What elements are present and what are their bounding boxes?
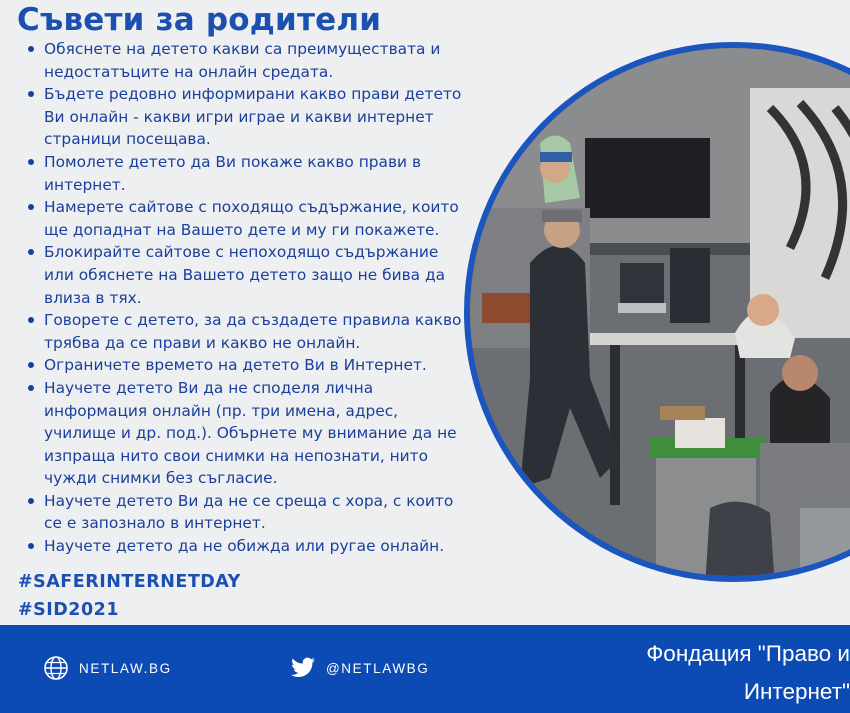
hashtag-sid2021: #SID2021 (18, 600, 120, 620)
hashtag-safer-internet-day: #SAFERINTERNETDAY (18, 572, 241, 592)
globe-icon (43, 655, 69, 681)
list-item: Научете детето Ви да не споделя лична информация онлайн (пр. три имена, адрес, училище и др. под.). Обърнете му внимание да не изпраща нито свои снимки на непознати, нито чужди снимки без съгласие. (18, 377, 463, 490)
list-item: Научете детето Ви да не се среща с хора, с които се е запознало в интернет. (18, 490, 463, 535)
website-label: NETLAW.BG (79, 660, 172, 676)
twitter-handle: @NETLAWBG (326, 660, 430, 676)
list-item: Ограничете времето на детето Ви в Интернет. (18, 354, 463, 377)
family-photo-illustration (470, 48, 850, 582)
list-item: Научете детето да не обижда или ругае онлайн. (18, 535, 463, 558)
list-item: Говорете с детето, за да създадете правила какво трябва да се прави и какво не онлайн. (18, 309, 463, 354)
organization-line-2: Интернет" (743, 679, 850, 704)
list-item: Блокирайте сайтове с непоходящо съдържание или обяснете на Вашето детето защо не бива да влиза в тях. (18, 241, 463, 309)
organization-line-1: Фондация "Право и (646, 641, 850, 666)
organization-name (560, 635, 850, 711)
twitter-icon (290, 655, 316, 681)
list-item: Обяснете на детето какви са преимуществата и недостатъците на онлайн средата. (18, 38, 463, 83)
twitter-link[interactable] (290, 655, 429, 681)
list-item: Бъдете редовно информирани какво прави детето Ви онлайн - какви игри играе и какви интернет страници посещава. (18, 83, 463, 151)
tips-list (18, 38, 463, 558)
list-item: Помолете детето да Ви покаже какво прави в интернет. (18, 151, 463, 196)
family-photo (464, 42, 850, 582)
footer-bar (0, 625, 850, 713)
list-item: Намерете сайтове с походящо съдържание, които ще допаднат на Вашето дете и му ги покажете. (18, 196, 463, 241)
website-link[interactable] (43, 655, 172, 681)
page-title: Съвети за родители (17, 2, 382, 38)
